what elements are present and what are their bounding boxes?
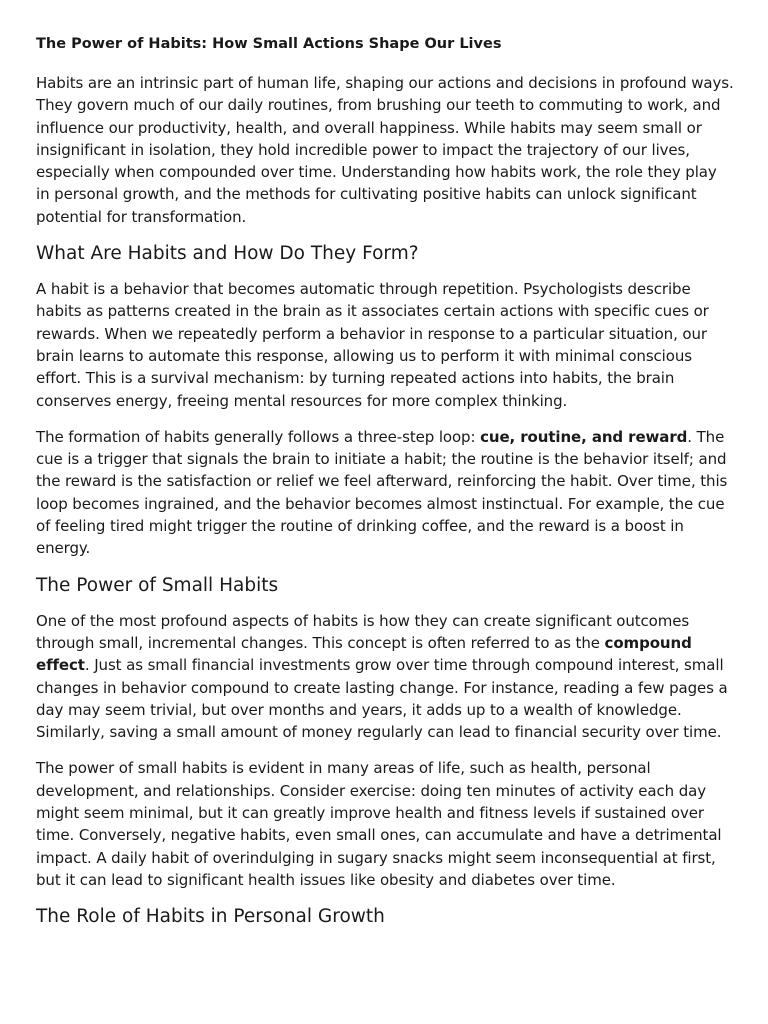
habits-form-paragraph-2 xyxy=(36,426,734,560)
habit-loop-bold-text: cue, routine, and reward xyxy=(480,427,688,446)
habits-form-p2-text-after: . The cue is a trigger that signals the brain to initiate a habit; the routine is the behavior itself; and the reward is the satisfaction or relief we feel afterward, reinforcing the habit. Over time, this loop becomes ingrained, and the behavior becomes almost instinctual. For example, the cue of feeling tired might trigger the routine of drinking coffee, and the reward is a boost in energy. xyxy=(36,427,728,558)
compound-effect-bold-text: compound effect xyxy=(36,633,692,675)
small-habits-paragraph-1 xyxy=(36,610,734,744)
document-title: The Power of Habits: How Small Actions Shape Our Lives xyxy=(36,36,502,52)
section-heading-habits-form: What Are Habits and How Do They Form? xyxy=(36,243,419,265)
small-habits-p1-text-before: One of the most profound aspects of habits is how they can create significant outcomes through small, incremental changes. This concept is often referred to as the xyxy=(36,611,690,652)
habits-form-paragraph-1: A habit is a behavior that becomes automatic through repetition. Psychologists describe habits as patterns created in the brain as it associates certain actions with specific cues or rewards. When we repeatedly perform a behavior in response to a particular situation, our brain learns to automate this response, allowing us to perform it with minimal conscious effort. This is a survival mechanism: by turning repeated actions into habits, the brain conserves energy, freeing mental resources for more complex thinking. xyxy=(36,280,709,410)
habits-form-p2-text-before: The formation of habits generally follows a three-step loop: xyxy=(36,427,481,446)
small-habits-paragraph-2: The power of small habits is evident in many areas of life, such as health, personal development, and relationships. Consider exercise: doing ten minutes of activity each day might seem minimal, but it can greatly improve health and fitness levels if sustained over time. Conversely, negative habits, even small ones, can accumulate and have a detrimental impact. A daily habit of overindulging in sugary snacks might seem inconsequential at first, but it can lead to significant health issues like obesity and diabetes over time. xyxy=(36,759,722,889)
section-heading-personal-growth: The Role of Habits in Personal Growth xyxy=(36,906,385,928)
intro-paragraph: Habits are an intrinsic part of human life, shaping our actions and decisions in profound ways. They govern much of our daily routines, from brushing our teeth to commuting to work, and influence our productivity, health, and overall happiness. While habits may seem small or insignificant in isolation, they hold incredible power to impact the trajectory of our lives, especially when compounded over time. Understanding how habits work, the role they play in personal growth, and the methods for cultivating positive habits can unlock significant potential for transformation. xyxy=(36,74,734,226)
section-heading-small-habits: The Power of Small Habits xyxy=(36,574,279,596)
small-habits-p1-text-after: . Just as small financial investments grow over time through compound interest, small changes in behavior compound to create lasting change. For instance, reading a few pages a day may seem trivial, but over months and years, it adds up to a wealth of knowledge. Similarly, saving a small amount of money regularly can lead to financial security over time. xyxy=(36,656,728,742)
